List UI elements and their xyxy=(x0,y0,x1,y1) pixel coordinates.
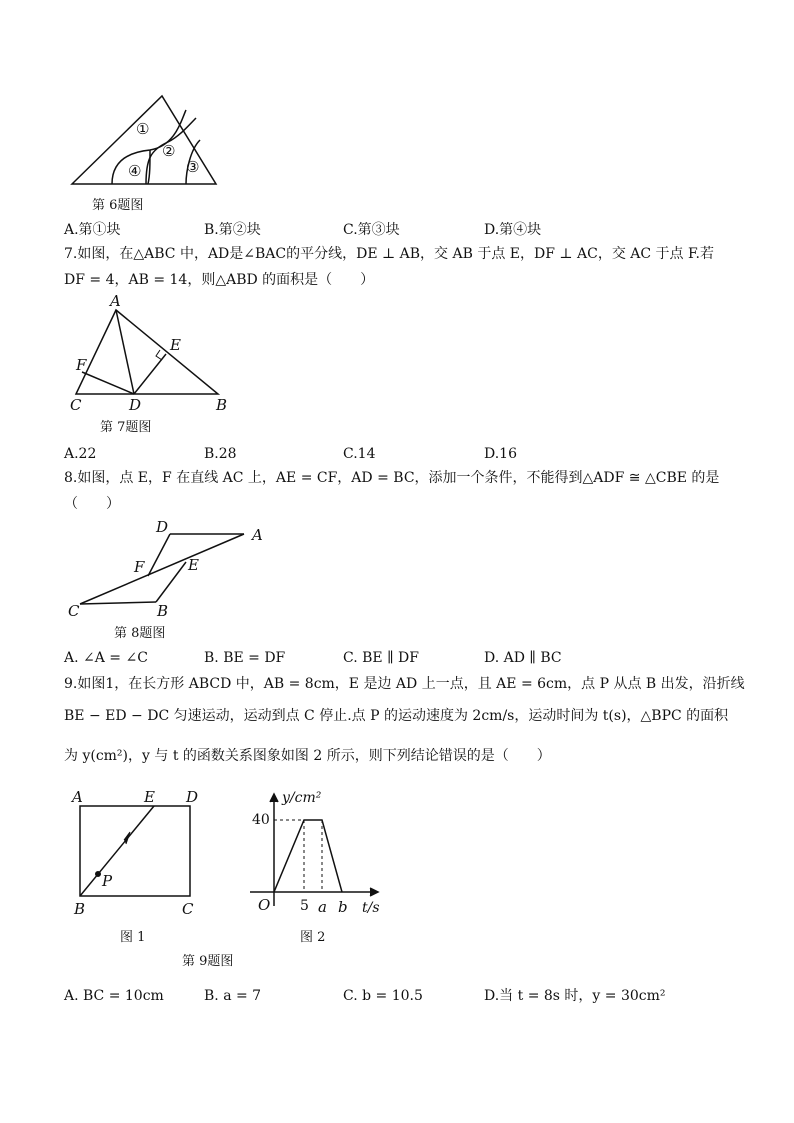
q9-fig2-x-axis-label: t/s xyxy=(362,900,380,916)
q9-fig2-x-tick-a: a xyxy=(318,898,327,916)
q9-fig2-x-tick-b: b xyxy=(338,898,348,916)
q6-caption: 第 6题图 xyxy=(92,198,144,213)
q8-option-b[interactable]: B. BE = DF xyxy=(204,650,286,666)
q8-label-d: D xyxy=(156,518,169,536)
q7-label-a: A xyxy=(110,292,121,310)
q8-label-f: F xyxy=(134,558,145,576)
q9-fig2-y-axis-label: y/cm² xyxy=(282,790,322,806)
q7-caption: 第 7题图 xyxy=(100,420,152,435)
q9-stem-line1: 9.如图1，在长方形 ABCD 中，AB = 8cm，E 是边 AD 上一点，且 AE = 6cm，点 P 从点 B 出发，沿折线 xyxy=(64,676,745,692)
q6-region-2: ② xyxy=(162,142,176,160)
q7-option-b[interactable]: B.28 xyxy=(204,446,237,462)
q8-stem-line1: 8.如图，点 E，F 在直线 AC 上，AE = CF，AD = BC，添加一个条件，不能得到△ADF ≅ △CBE 的是 xyxy=(64,470,720,486)
q6-region-1: ① xyxy=(136,120,150,138)
q9-fig1-caption: 图 1 xyxy=(120,930,146,945)
q7-label-c: C xyxy=(70,396,82,414)
q9-fig2-y-tick-40: 40 xyxy=(252,812,270,828)
q9-stem-line3: 为 y(cm²)，y 与 t 的函数关系图象如图 2 所示，则下列结论错误的是（ ） xyxy=(64,748,551,764)
q9-option-b[interactable]: B. a = 7 xyxy=(204,988,262,1004)
q6-option-a[interactable]: A.第①块 xyxy=(64,222,121,238)
q8-stem-line2: （ ） xyxy=(64,496,120,512)
q9-fig1-label-e: E xyxy=(144,788,155,806)
q7-stem-line1: 7.如图，在△ABC 中，AD是∠BAC的平分线，DE ⊥ AB，交 AB 于点 E，DF ⊥ AC，交 AC 于点 F.若 xyxy=(64,246,714,262)
q7-stem-line2: DF = 4，AB = 14，则△ABD 的面积是（ ） xyxy=(64,272,375,288)
q9-fig2-caption: 图 2 xyxy=(300,930,326,945)
q9-fig1-label-b: B xyxy=(74,900,86,918)
q7-label-d: D xyxy=(129,396,142,414)
q6-option-b[interactable]: B.第②块 xyxy=(204,222,261,238)
q8-label-c: C xyxy=(68,602,80,620)
q8-option-d[interactable]: D. AD ∥ BC xyxy=(484,650,562,666)
q9-fig2-x-tick-5: 5 xyxy=(300,898,309,914)
q9-caption: 第 9题图 xyxy=(182,954,234,969)
q6-option-d[interactable]: D.第④块 xyxy=(484,222,542,238)
q7-option-d[interactable]: D.16 xyxy=(484,446,517,462)
q9-fig1-label-d: D xyxy=(186,788,199,806)
q9-option-d[interactable]: D.当 t = 8s 时，y = 30cm² xyxy=(484,988,666,1004)
q9-fig1-label-p: P xyxy=(102,872,113,890)
q8-label-b: B xyxy=(157,602,169,620)
q8-option-c[interactable]: C. BE ∥ DF xyxy=(343,650,419,666)
q6-region-4: ④ xyxy=(128,162,142,180)
q6-region-3: ③ xyxy=(186,158,200,176)
q7-label-b: B xyxy=(216,396,228,414)
q7-label-f: F xyxy=(76,356,87,374)
q8-option-a[interactable]: A. ∠A = ∠C xyxy=(64,650,148,666)
q8-label-e: E xyxy=(188,556,199,574)
q9-fig1-label-a: A xyxy=(72,788,83,806)
q8-label-a: A xyxy=(252,526,263,544)
q8-caption: 第 8题图 xyxy=(114,626,166,641)
q7-label-e: E xyxy=(170,336,181,354)
q9-fig2-origin: O xyxy=(258,896,271,914)
q9-stem-line2: BE − ED − DC 匀速运动，运动到点 C 停止.点 P 的运动速度为 2cm/s，运动时间为 t(s)，△BPC 的面积 xyxy=(64,708,729,724)
q7-option-c[interactable]: C.14 xyxy=(343,446,376,462)
q6-option-c[interactable]: C.第③块 xyxy=(343,222,400,238)
q9-option-c[interactable]: C. b = 10.5 xyxy=(343,988,423,1004)
q7-option-a[interactable]: A.22 xyxy=(64,446,97,462)
q9-option-a[interactable]: A. BC = 10cm xyxy=(64,988,164,1004)
q9-fig1-label-c: C xyxy=(182,900,194,918)
